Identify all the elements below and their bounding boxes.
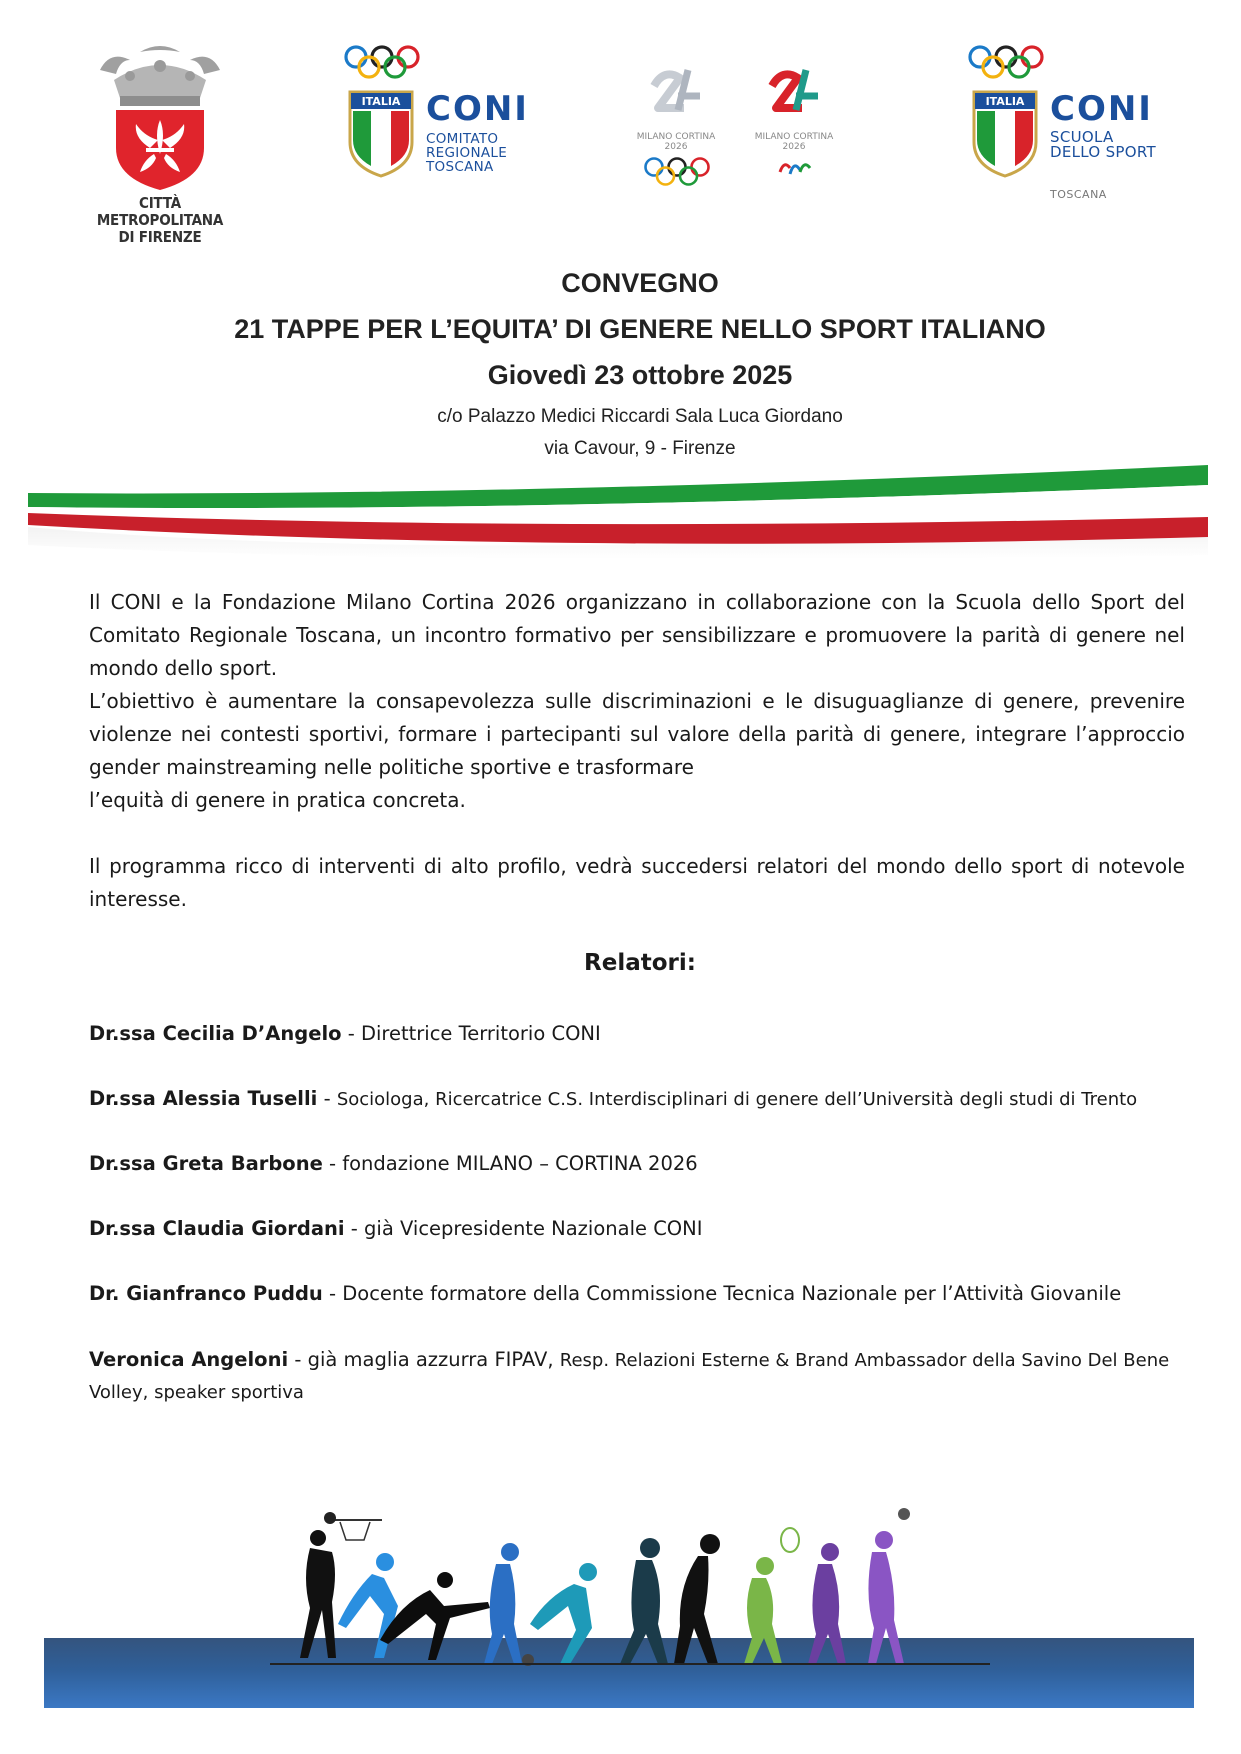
event-kicker: CONVEGNO [561,268,719,298]
volleyball-player-icon [808,1543,846,1664]
event-title: 21 TAPPE PER L’EQUITA’ DI GENERE NELLO SPORT ITALIANO [234,314,1046,344]
speaker-name: Dr.ssa Claudia Giordani [89,1217,345,1240]
speaker-name: Dr.ssa Greta Barbone [89,1152,323,1175]
speaker-name: Dr. Gianfranco Puddu [89,1282,323,1305]
speaker-role-separator: - [317,1087,337,1110]
volleyball-player-icon [868,1508,910,1664]
program-text: Il programma ricco di interventi di alto profilo, vedrà succedersi relatori del mondo dello sport di notevole interesse. [89,854,1185,911]
paralympic-label: MILANO CORTINA [754,132,834,142]
speaker-role-continuation: Volley, speaker sportiva [89,1382,304,1403]
olympic-rings-icon [966,44,1048,82]
coni-toscana-logo [340,44,530,204]
olympic-year: 2026 [664,142,688,152]
speaker-item [89,1083,1199,1115]
basketball-icon [324,1512,336,1524]
relatori-heading: Relatori: [584,950,696,976]
speaker-role: - già Vicepresidente Nazionale CONI [344,1217,703,1240]
intro-paragraph [89,586,1185,916]
milano-cortina-logos [618,66,858,196]
speaker-role: Sociologa, Ricercatrice C.S. Interdisciplinari di genere dell’Università degli studi di Trento [336,1089,1138,1110]
event-date: Giovedì 23 ottobre 2025 [487,360,793,390]
fencer-icon [380,1572,490,1660]
italia-badge-text: ITALIA [985,95,1025,108]
intro-text: Il CONI e la Fondazione Milano Cortina 2026 organizzano in collaborazione con la Scuola dello Sport del Comitato Regionale Toscana, un incontro formativo per sensibilizzare e promuovere la parità di genere nel mondo dello sport. [89,590,1185,680]
basketball-player-icon [300,1530,336,1658]
olympic-rings-icon [642,156,712,188]
coni-sub-line1: COMITATO [426,131,499,147]
olympic-rings-icon [342,44,424,82]
event-address: via Cavour, 9 - Firenze [544,438,736,459]
athlete-icon [674,1534,720,1664]
speaker-name: Dr.ssa Alessia Tuselli [89,1087,318,1110]
speaker-role: - fondazione MILANO – CORTINA 2026 [322,1152,698,1175]
speaker-item [89,1148,1199,1179]
firenze-crest-icon [80,40,240,190]
firenze-logo [80,40,240,246]
speaker-name: Dr.ssa Cecilia D’Angelo [89,1022,342,1045]
speaker-name: Veronica Angeloni [89,1348,289,1371]
goal-end-text: l’equità di genere in pratica concreta. [89,788,466,812]
olympic-label: MILANO CORTINA [636,132,716,142]
coni-scuola-line1: SCUOLA [1050,128,1114,146]
paralympic-year: 2026 [782,142,806,152]
speaker-item [89,1018,1199,1049]
coni-scuola-region: TOSCANA [1050,188,1107,201]
speaker-role: - già maglia azzurra FIPAV, [288,1348,560,1371]
speaker-role: - Direttrice Territorio CONI [341,1022,601,1045]
coni-wordmark: CONI [426,89,529,129]
tennis-player-icon [484,1543,534,1666]
event-venue: c/o Palazzo Medici Riccardi Sala Luca Giordano [437,406,843,427]
coni-wordmark: CONI [1050,89,1153,129]
basketball-hoop-icon [330,1520,382,1540]
speaker-item [89,1344,1199,1408]
coni-scuola-line2: DELLO SPORT [1050,143,1156,161]
martial-artist-icon [620,1538,668,1664]
speaker-item [89,1278,1199,1309]
coni-sub-line3: TOSCANA [426,159,494,175]
coni-sub-line2: REGIONALE [426,145,508,161]
olympic-games-emblem-icon [648,66,704,126]
goal-text: L’obiettivo è aumentare la consapevolezza sulle discriminazioni e le disuguaglianze di genere, prevenire violenze nei contesti sportivi, formare i partecipanti sul valore della parità di genere, integrare l’approccio gender mainstreaming nelle politiche sportive e trasformare [89,689,1185,779]
firenze-caption-line2: DI FIRENZE [118,228,202,246]
firenze-caption-line1: CITTÀ METROPOLITANA [96,194,224,229]
coni-scuola-logo [966,44,1186,204]
italia-badge-text: ITALIA [361,95,401,108]
sports-silhouettes-illustration [270,1500,990,1670]
tricolore-ribbon [28,455,1208,560]
soccer-player-icon [530,1563,597,1664]
speaker-role: - Docente formatore della Commissione Tecnica Nazionale per l’Attività Giovanile [322,1282,1122,1305]
racket-player-icon [744,1528,799,1664]
agitos-icon [776,158,812,182]
speaker-role-detail: Resp. Relazioni Esterne & Brand Ambassador della Savino Del Bene [559,1350,1170,1371]
paralympic-games-emblem-icon [766,66,822,126]
speaker-item [89,1213,1199,1244]
